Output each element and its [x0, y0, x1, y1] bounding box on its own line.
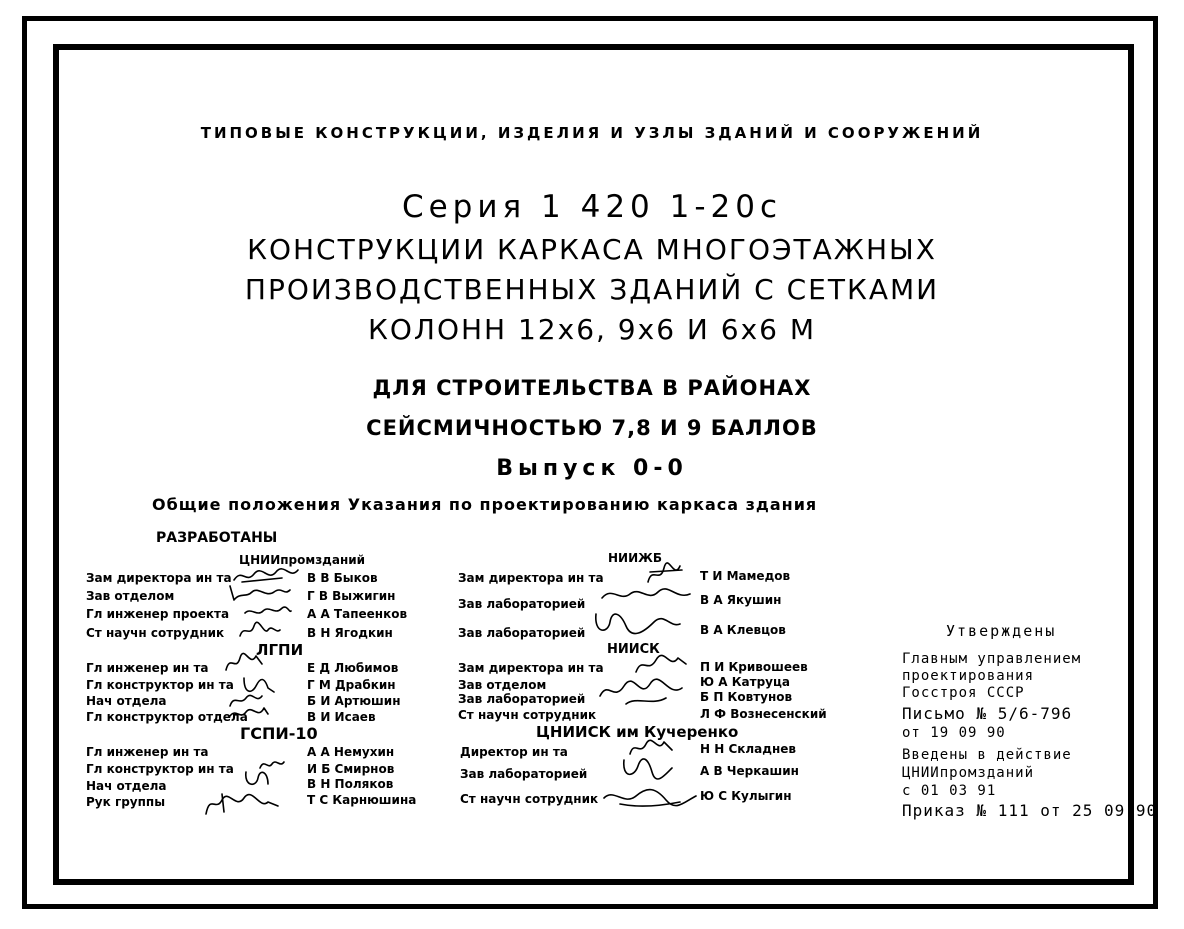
person-name: Ю С Кулыгин — [700, 789, 792, 803]
person-name: А А Немухин — [307, 745, 395, 759]
person-name: В А Якушин — [700, 593, 782, 607]
developed-label: РАЗРАБОТАНЫ — [156, 530, 278, 546]
title-line-3: КОЛОНН 12х6, 9х6 И 6х6 М — [367, 313, 817, 346]
person-name: Г М Драбкин — [307, 678, 396, 692]
role-label: Зав лабораторией — [458, 626, 586, 640]
role-label: Зам директора ин та — [86, 571, 232, 585]
role-label: Гл конструктор ин та — [86, 762, 234, 776]
purpose-line-2: СЕЙСМИЧНОСТЬЮ 7,8 И 9 БАЛЛОВ — [366, 416, 818, 440]
approval-line: ЦНИИпромзданий — [902, 765, 1035, 781]
signature-icon — [243, 603, 293, 619]
person-name: Б И Артюшин — [307, 694, 401, 708]
role-label: Гл инженер проекта — [86, 607, 230, 621]
person-name: И Б Смирнов — [307, 762, 395, 776]
role-label: Зав лабораторией — [458, 597, 586, 611]
person-name: В Н Поляков — [307, 777, 394, 791]
approval-line: с 01 03 91 — [902, 783, 997, 799]
approval-line: Главным управлением — [902, 651, 1082, 667]
person-name: В И Исаев — [307, 710, 376, 724]
role-label: Рук группы — [86, 795, 166, 809]
role-label: Зав лабораторией — [460, 767, 588, 781]
approval-line: Приказ № 111 от 25 09 90 — [902, 801, 1158, 820]
org-name-tsniipromzdaniy: ЦНИИпромзданий — [239, 553, 366, 567]
role-label: Зав лабораторией — [458, 692, 586, 706]
role-label: Ст научн сотрудник — [86, 626, 225, 640]
purpose-line-1: ДЛЯ СТРОИТЕЛЬСТВА В РАЙОНАХ — [372, 376, 812, 400]
person-name: Е Д Любимов — [307, 661, 399, 675]
person-name: Л Ф Вознесенский — [700, 707, 827, 721]
header-line: ТИПОВЫЕ КОНСТРУКЦИИ, ИЗДЕЛИЯ И УЗЛЫ ЗДАНИЙ И СООРУЖЕНИЙ — [200, 124, 984, 142]
signature-icon — [222, 650, 268, 674]
org-name-gspi-10: ГСПИ-10 — [240, 724, 318, 743]
org-name-lgpi: ЛГПИ — [256, 641, 304, 659]
role-label: Гл инженер ин та — [86, 661, 209, 675]
person-name: Б П Ковтунов — [700, 690, 793, 704]
role-label: Директор ин та — [460, 745, 568, 759]
person-name: Г В Выжигин — [307, 589, 396, 603]
role-label: Гл конструктор отдела — [86, 710, 248, 724]
signature-icon — [596, 674, 684, 708]
role-label: Гл конструктор ин та — [86, 678, 234, 692]
person-name: Ю А Катруца — [700, 675, 790, 689]
role-label: Зав отделом — [86, 589, 175, 603]
role-label: Зав отделом — [458, 678, 547, 692]
signature-icon — [202, 788, 282, 818]
signature-icon — [600, 584, 692, 606]
org-name-niizhb: НИИЖБ — [608, 551, 662, 565]
signature-icon — [238, 620, 282, 640]
issue-number: Выпуск 0-0 — [496, 456, 688, 481]
person-name: Т И Мамедов — [700, 569, 791, 583]
person-name: В В Быков — [307, 571, 378, 585]
role-label: Нач отдела — [86, 694, 167, 708]
org-name-niisk: НИИСК — [607, 642, 660, 657]
title-line-2: ПРОИЗВОДСТВЕННЫХ ЗДАНИЙ С СЕТКАМИ — [244, 273, 940, 306]
role-label: Зам директора ин та — [458, 571, 604, 585]
person-name: Т С Карнюшина — [307, 793, 417, 807]
role-label: Гл инженер ин та — [86, 745, 209, 759]
series-number: Серия 1 420 1-20с — [401, 189, 783, 225]
role-label: Нач отдела — [86, 779, 167, 793]
approval-line: проектирования — [902, 668, 1035, 684]
signature-icon — [600, 786, 700, 808]
approval-line: Письмо № 5/6-796 — [902, 704, 1073, 723]
person-name: А В Черкашин — [700, 764, 799, 778]
signature-icon — [620, 756, 676, 782]
person-name: Н Н Складнев — [700, 742, 796, 756]
title-line-1: КОНСТРУКЦИИ КАРКАСА МНОГОЭТАЖНЫХ — [247, 233, 937, 266]
person-name: В А Клевцов — [700, 623, 786, 637]
signature-icon — [228, 702, 270, 724]
role-label: Ст научн сотрудник — [460, 792, 599, 806]
person-name: А А Тапеенков — [307, 607, 408, 621]
role-label: Ст научн сотрудник — [458, 708, 597, 722]
org-name-tsniisk: ЦНИИСК им Кучеренко — [536, 723, 739, 741]
subtitle: Общие положения Указания по проектированию каркаса здания — [152, 495, 818, 514]
signature-icon — [226, 582, 292, 604]
approval-line: Госстроя СССР — [902, 685, 1025, 701]
approval-line: Введены в действие — [902, 747, 1072, 763]
approval-line: от 19 09 90 — [902, 725, 1006, 741]
person-name: П И Кривошеев — [700, 660, 808, 674]
role-label: Зам директора ин та — [458, 661, 604, 675]
person-name: В Н Ягодкин — [307, 626, 393, 640]
signature-icon — [592, 608, 682, 638]
approval-heading: Утверждены — [946, 622, 1057, 640]
